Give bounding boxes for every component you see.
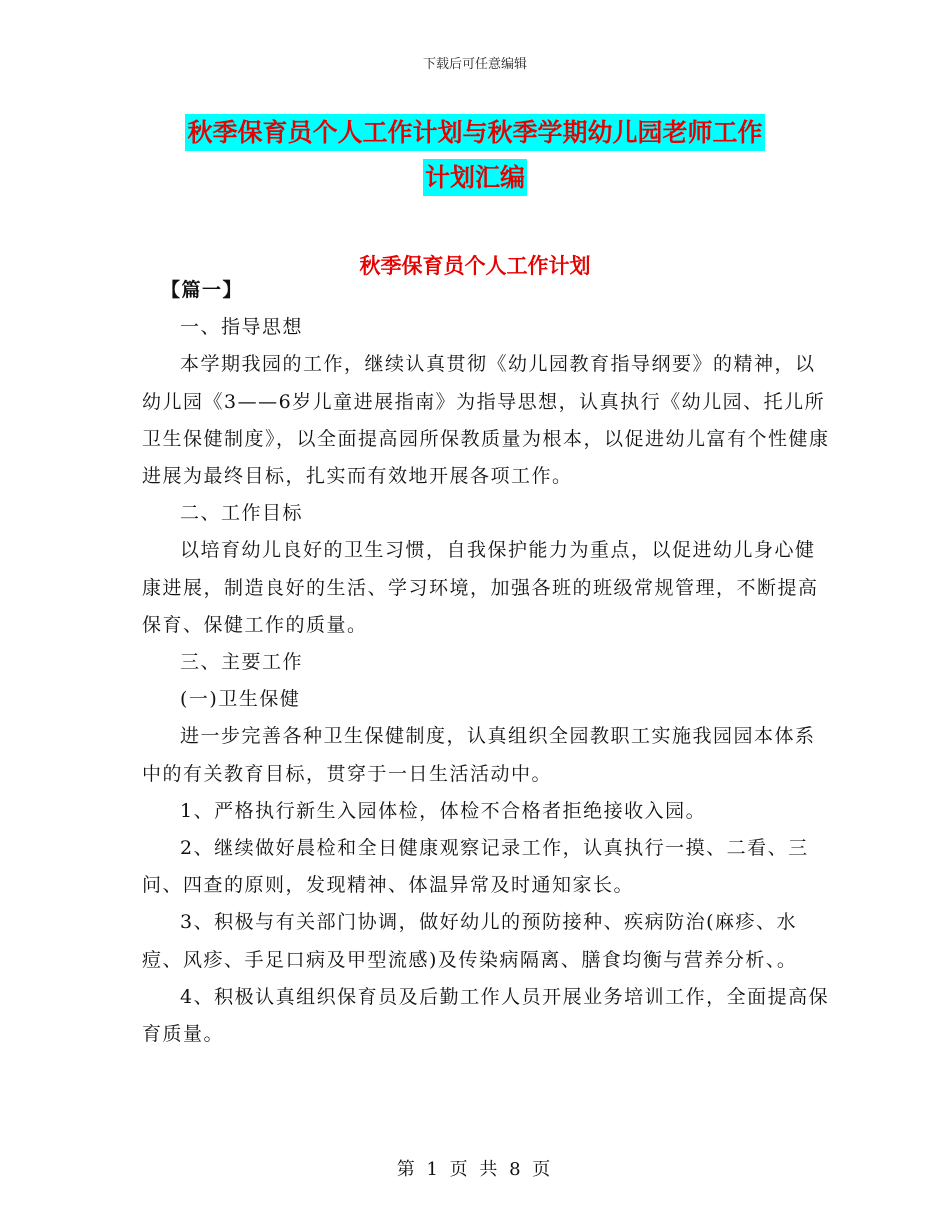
page-footer: 第 1 页 共 8 页 bbox=[396, 1159, 554, 1180]
document-body bbox=[142, 272, 832, 1053]
list-item: 3、积极与有关部门协调，做好幼儿的预防接种、疾病防治(麻疹、水痘、风疹、手足口病及甲型流感)及传染病隔离、膳食均衡与营养分析、。 bbox=[142, 911, 798, 971]
document-title-text-2: 计划汇编 bbox=[423, 159, 527, 196]
header-note: 下载后可任意编辑 bbox=[422, 57, 527, 72]
heading-guiding-idea: 一、指导思想 bbox=[180, 316, 304, 339]
section-title: 秋季保育员个人工作计划 bbox=[359, 254, 591, 278]
part-label: 【篇一】 bbox=[161, 279, 244, 301]
document-title-line-1 bbox=[0, 113, 950, 149]
list-item: 1、严格执行新生入园体检，体检不合格者拒绝接收入园。 bbox=[180, 799, 707, 822]
paragraph: 以培育幼儿良好的卫生习惯，自我保护能力为重点，以促进幼儿身心健康进展，制造良好的生活、学习环境，加强各班的班级常规管理，不断提高保育、保健工作的质量。 bbox=[142, 539, 819, 636]
document-title-line-2 bbox=[0, 158, 950, 194]
subheading-health-care: (一)卫生保健 bbox=[180, 688, 301, 711]
list-item: 2、继续做好晨检和全日健康观察记录工作，认真执行一摸、二看、三问、四查的原则，发现精神、体温异常及时通知家长。 bbox=[142, 837, 809, 897]
paragraph: 本学期我园的工作，继续认真贯彻《幼儿园教育指导纲要》的精神，以幼儿园《3——6岁儿童进展指南》为指导思想，认真执行《幼儿园、托儿所卫生保健制度》，以全面提高园所保教质量为根本，以促进幼儿富有个性健康进展为最终目标，扎实而有效地开展各项工作。 bbox=[142, 353, 830, 488]
paragraph: 进一步完善各种卫生保健制度，认真组织全园教职工实施我园园本体系中的有关教育目标，贯穿于一日生活活动中。 bbox=[142, 725, 816, 785]
heading-main-work: 三、主要工作 bbox=[180, 651, 304, 674]
document-title-text-1: 秋季保育员个人工作计划与秋季学期幼儿园老师工作 bbox=[185, 114, 764, 151]
heading-work-goal: 二、工作目标 bbox=[180, 502, 304, 525]
list-item: 4、积极认真组织保育员及后勤工作人员开展业务培训工作，全面提高保育质量。 bbox=[142, 985, 830, 1046]
